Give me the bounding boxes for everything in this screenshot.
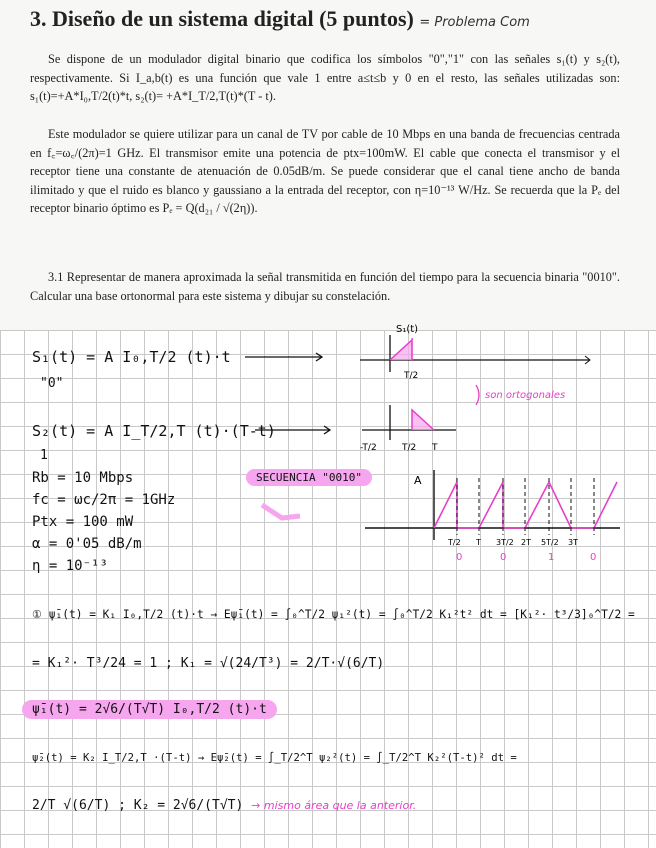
heading-text: 3. Diseño de un sistema digital (5 puntos) xyxy=(30,6,414,31)
orthogonal-note: son ortogonales xyxy=(485,390,566,401)
paragraph-3: 3.1 Representar de manera aproximada la señal transmitida en función del tiempo para la secuencia binaria "0010". Calcular una base ortonormal para este sistema y dibujar su constelación. xyxy=(30,270,620,303)
sequence-label: SECUENCIA "0010" xyxy=(246,471,372,484)
seq-tick-5: 5T/2 xyxy=(541,538,559,547)
eq1-continuation: = K₁²· T³/24 = 1 ; K₁ = √(24/T³) = 2/T·√(6/T) xyxy=(32,656,385,671)
s1-tick: T/2 xyxy=(404,371,419,381)
eq1-line: ① ψ̄₁(t) = K₁ I₀,T/2 (t)·t → Eψ̄₁(t) = ∫₀^T/2 ψ₁²(t) = ∫₀^T/2 K₁²t² dt = [K₁²· t³/3]₀^T/2 = xyxy=(32,608,635,621)
eq2-line: ψ̄₂(t) = K₂ I_T/2,T ·(T-t) → Eψ̄₂(t) = ∫_T/2^T ψ₂²(t) = ∫_T/2^T K₂²(T-t)² dt = xyxy=(32,752,517,764)
seq-bit-1: 0 xyxy=(456,552,463,563)
s1-plot xyxy=(360,324,590,381)
s1-definition: S₁(t) = A I₀,T/2 (t)·t xyxy=(32,348,231,366)
ptx-value: Ptx = 100 mW xyxy=(32,514,134,530)
printed-exam xyxy=(0,0,656,330)
seq-tick-3: 3T/2 xyxy=(496,538,514,547)
fc-value: fc = ωc/2π = 1GHz xyxy=(32,492,176,508)
eta-value: η = 10⁻¹³ xyxy=(32,558,108,574)
orthogonal-bracket xyxy=(476,385,479,405)
s2-plot xyxy=(360,405,456,453)
sequence-arrow xyxy=(262,505,300,518)
alpha-value: α = 0'05 dB/m xyxy=(32,536,142,552)
psi1-result: ψ̄₁(t) = 2√6/(T√T) I₀,T/2 (t)·t xyxy=(22,702,277,717)
s2-tick-half: T/2 xyxy=(402,443,417,453)
sequence-plot xyxy=(365,470,620,563)
handwritten-title: = Problema Com xyxy=(419,15,530,30)
paragraph-1: Se dispone de un modulador digital binario que codifica los símbolos "0","1" con las señales s₁(t) y s₂(t), respectivamente. Si I_a,b(t) es una función que vale 1 entre a≤t≤b y 0 en el resto, las señales utilizadas son: s₁(t)=+A*I₀,T/2(t)*t, s₂(t)= +A*I_T/2,T(t)*(T - t). xyxy=(30,52,620,103)
rb-value: Rb = 10 Mbps xyxy=(32,470,134,486)
s1-axis-label: S₁(t) xyxy=(396,324,419,335)
s2-symbol: 1 xyxy=(40,448,48,463)
seq-bit-2: 0 xyxy=(500,552,507,563)
seq-tick-2: T xyxy=(476,538,481,547)
seq-tick-1: T/2 xyxy=(448,538,461,547)
seq-bit-4: 0 xyxy=(590,552,597,563)
s2-tick-t: T xyxy=(432,443,438,453)
exam-heading xyxy=(30,6,530,32)
s2-tick-neg: -T/2 xyxy=(360,443,377,453)
s1-symbol: "0" xyxy=(40,376,64,391)
paragraph-2: Este modulador se quiere utilizar para un canal de TV por cable de 10 Mbps en una banda de frecuencias centrada en f꜀=ω꜀/(2π)=1 GHz. El transmisor emite una potencia de ptx=100mW. El cable que conecta el transmisor y el receptor tiene una constante de atenuación de 0.05dB/m. Se puede considerar que el canal tiene ancho de banda ilimitado y que el ruido es blanco y gaussiano a la entrada del receptor, con η=10⁻¹³ W/Hz. Se recuerda que la Pₑ del receptor binario óptimo es Pₑ = Q(d₂₁ / √(2η)). xyxy=(30,127,620,215)
seq-tick-6: 3T xyxy=(568,538,578,547)
eq2-continuation: 2/T √(6/T) ; K₂ = 2√6/(T√T) → mismo área que la anterior. xyxy=(32,798,417,813)
s2-definition: S₂(t) = A I_T/2,T (t)·(T-t) xyxy=(32,422,276,440)
seq-amp-label: A xyxy=(414,474,422,487)
seq-bit-3: 1 xyxy=(548,552,555,563)
seq-tick-4: 2T xyxy=(521,538,531,547)
